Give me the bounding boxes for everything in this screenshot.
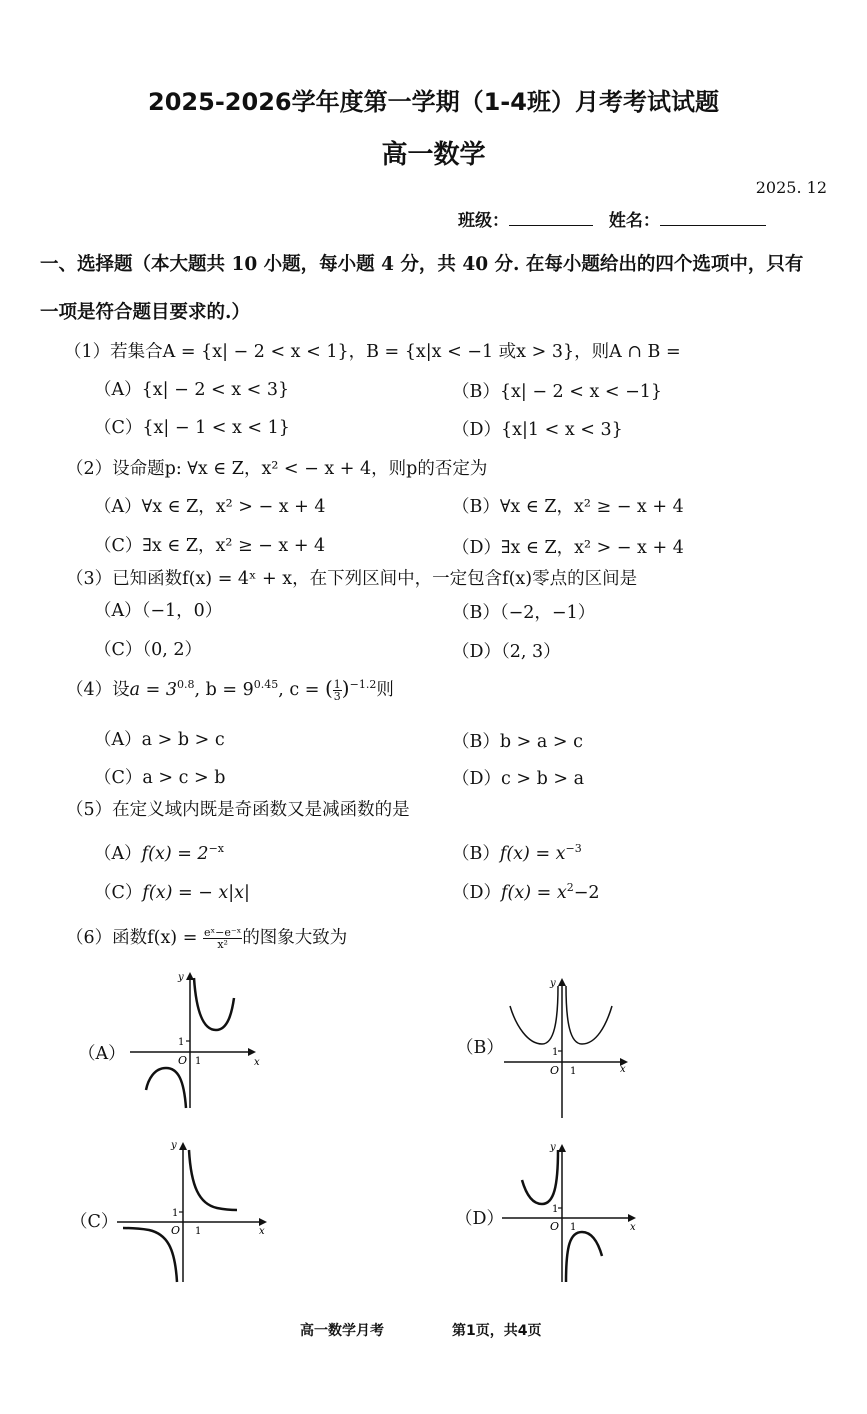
graph-c-label: （C）	[70, 1212, 119, 1232]
graph-c-y-arrow	[179, 1142, 187, 1150]
graph-a-label: （A）	[78, 1044, 126, 1064]
graph-a	[120, 968, 270, 1118]
graph-a-x-label: x	[254, 1057, 260, 1068]
graph-d-tick-label: 1	[552, 1204, 559, 1215]
graph-a-tick-label: 1	[178, 1037, 185, 1048]
q2-option-a: （A）∀x ∈ Z，x² > − x + 4	[94, 497, 326, 517]
exam-title: 2025-2026学年度第一学期（1-4班）月考考试试题	[148, 88, 719, 116]
graph-d-x-arrow	[628, 1214, 636, 1222]
question-2-stem: （2）设命题p: ∀x ∈ Z，x² < − x + 4，则p的否定为	[66, 459, 488, 479]
graph-a-y-label: y	[178, 972, 184, 983]
graph-c-curve-left	[123, 1228, 177, 1282]
q5-option-c: （C）f(x) = − x|x|	[94, 883, 250, 903]
graph-c-origin: O	[171, 1224, 181, 1237]
graph-d-curve-right	[566, 1232, 602, 1282]
q2-option-d: （D）∃x ∈ Z，x² > − x + 4	[452, 538, 684, 558]
graph-b-y-arrow	[558, 978, 566, 986]
question-1-stem: （1）若集合A = {x| − 2 < x < 1}，B = {x|x < −1 或x > 3}，则A ∩ B =	[64, 342, 681, 362]
graph-b-tick-label-x: 1	[570, 1066, 577, 1077]
fraction-function: $\frac{\text{eˣ−e⁻ˣ}}{\text{x²}}$	[203, 926, 242, 951]
graph-a-tick-label-x: 1	[195, 1056, 202, 1067]
section-heading-line2: 一项是符合题目要求的.）	[40, 302, 250, 323]
graph-b-x-label: x	[620, 1064, 626, 1075]
graph-d-tick-label-x: 1	[570, 1222, 577, 1233]
graph-a-x-arrow	[248, 1048, 256, 1056]
name-blank	[660, 209, 766, 226]
q2-option-b: （B）∀x ∈ Z，x² ≥ − x + 4	[452, 497, 684, 517]
graph-c-y-label: y	[171, 1140, 177, 1151]
graph-b-curve-left	[510, 986, 558, 1044]
graph-d-x-label: x	[630, 1222, 636, 1233]
q3-option-a: （A）（−1，0）	[94, 601, 223, 621]
footer-page-number: 第1页，共4页	[452, 1323, 542, 1339]
q1-option-c: （C）{x| − 1 < x < 1}	[94, 418, 290, 438]
q5-option-d: $(D)f(x) = x^2-2$	[452, 881, 600, 903]
graph-d-origin: O	[550, 1220, 560, 1233]
q4-option-a: （A）a > b > c	[94, 730, 225, 750]
graph-b-origin: O	[550, 1064, 560, 1077]
graph-b-y-label: y	[550, 978, 556, 989]
graph-a-curve-left	[146, 1068, 186, 1108]
q2-option-c: （C）∃x ∈ Z，x² ≥ − x + 4	[94, 536, 326, 556]
class-field	[458, 206, 766, 231]
fraction-one-third: $\frac{1}{3}$	[333, 678, 341, 703]
question-5-stem: （5）在定义域内既是奇函数又是减函数的是	[66, 800, 410, 820]
graph-d-curve-left	[522, 1150, 558, 1204]
graph-c-x-arrow	[259, 1218, 267, 1226]
graph-b-curve-right	[566, 986, 612, 1044]
q3-option-d: （D）（2, 3）	[452, 642, 561, 662]
name-label: 姓名：	[608, 211, 660, 231]
graph-a-origin: O	[178, 1054, 188, 1067]
graph-c-curve-right	[189, 1150, 237, 1210]
q1-option-d: （D）{x|1 < x < 3}	[452, 420, 623, 440]
question-6-stem: （6）函数f(x) = $\frac{\text{eˣ−e⁻ˣ}}{\text{x²}}$ 的图象大致为	[66, 926, 348, 951]
q4-option-d: （D）c > b > a	[452, 769, 585, 789]
exam-subject: 高一数学	[381, 140, 486, 170]
footer-subject: 高一数学月考	[300, 1323, 384, 1339]
q5-option-a: $(A)f(x) = 2^{-x}$	[94, 842, 224, 864]
q4-option-b: （B）b > a > c	[452, 732, 583, 752]
q5-option-b: $(B)f(x) = x^{-3}$	[452, 842, 582, 864]
section-heading-line1: 一、选择题（本大题共 10 小题，每小题 4 分，共 40 分. 在每小题给出的四个选项中，只有	[40, 254, 804, 275]
graph-b-label: （B）	[456, 1038, 504, 1058]
graph-b	[500, 972, 640, 1122]
q1-option-a: （A）{x| − 2 < x < 3}	[94, 380, 290, 400]
graph-a-curve-right	[194, 978, 234, 1030]
graph-c-tick-label: 1	[172, 1208, 179, 1219]
q4-option-c: （C）a > c > b	[94, 768, 226, 788]
graph-c	[115, 1136, 275, 1286]
graph-d	[500, 1136, 650, 1286]
q3-option-b: （B）（−2，−1）	[452, 603, 596, 623]
graph-b-tick-label: 1	[552, 1047, 559, 1058]
exam-date: 2025. 12	[755, 178, 827, 197]
class-blank	[509, 209, 593, 226]
graph-d-y-label: y	[550, 1142, 556, 1153]
graph-c-tick-label-x: 1	[195, 1226, 202, 1237]
graph-d-label: （D）	[455, 1209, 505, 1229]
question-3-stem: （3）已知函数f(x) = 4ˣ + x，在下列区间中，一定包含f(x)零点的区间是	[66, 569, 638, 589]
class-label: 班级：	[458, 211, 509, 231]
question-4-stem: （4）设$a = 3^{0.8}$, $b = 9^{0.45}$, c = ( $\frac{1}{3}$ )$^{-1.2}$则	[66, 676, 394, 703]
graph-c-x-label: x	[259, 1226, 265, 1237]
graph-a-y-arrow	[186, 972, 194, 980]
q1-option-b: （B）{x| − 2 < x < −1}	[452, 382, 663, 402]
q3-option-c: （C）（0, 2）	[94, 640, 203, 660]
